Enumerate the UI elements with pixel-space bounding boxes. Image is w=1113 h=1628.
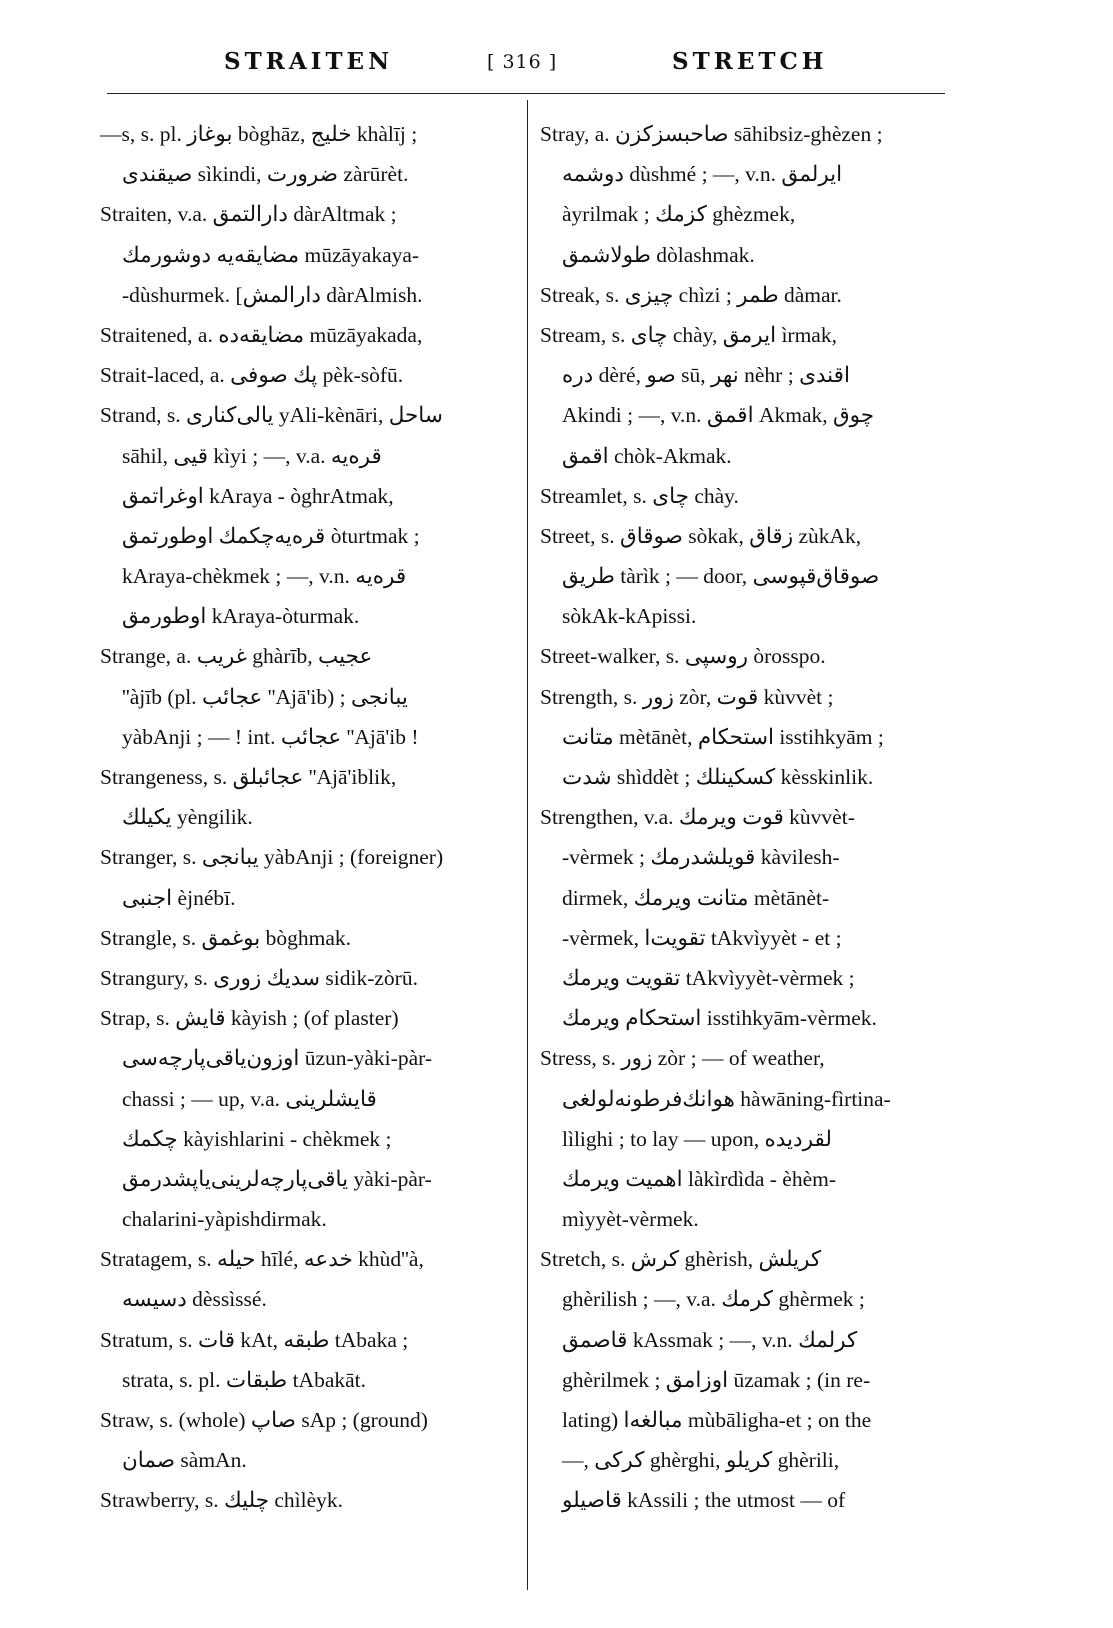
entry-continuation: ''àjīb (pl. عجائب ''Ajā'ib) ; يبانجى [122,684,408,709]
entry-headline: Stress, s. زور zòr ; — of weather, [540,1046,825,1071]
entry-continuation: اوطورمق kAraya-òturmak. [122,604,360,629]
dictionary-entry [540,636,948,676]
entry-continuation: dirmek, متانت ويرمك mètānèt- [562,885,830,910]
dictionary-entry [540,114,948,275]
entry-continuation: اجنبى èjnébī. [122,885,236,910]
entry-headline: Street-walker, s. روسپى òrosspo. [540,644,826,669]
entry-continuation: —, كركى ghèrghi, كريلو ghèrili, [562,1448,840,1473]
entry-continuation: strata, s. pl. طبقات tAbakāt. [122,1367,366,1392]
dictionary-entry [100,837,512,917]
dictionary-entry [100,636,512,757]
header-first-word: STRAITEN [224,48,394,75]
entry-continuation: اهميت ويرمك làkìrdìda - èhèm- [562,1166,837,1191]
entry-headline: Strength, s. زور zòr, قوت kùvvèt ; [540,684,834,709]
dictionary-entry [100,194,512,315]
dictionary-entry [100,1480,512,1520]
dictionary-entry [100,114,512,194]
dictionary-entry [540,315,948,476]
entry-headline: Strait-laced, a. پك صوفى pèk-sòfū. [100,363,404,388]
entry-continuation: sāhil, قيى kìyi ; —, v.a. قره‌يه [122,443,382,468]
entry-continuation: chalarini-yàpishdirmak. [122,1207,327,1232]
dictionary-entry [540,797,948,1038]
entry-continuation: چكمك kàyishlarini - chèkmek ; [122,1126,392,1151]
entry-continuation: lating) مبالغه‌ا mùbāligha-et ; on the [562,1408,872,1432]
dictionary-entry [100,395,512,636]
entry-continuation: دسيسه dèssìssé. [122,1287,267,1312]
entry-continuation: lìlighi ; to lay — upon, لقرديده [562,1126,832,1151]
entry-headline: Straw, s. (whole) صاپ sAp ; (ground) [100,1408,428,1432]
entry-headline: Strawberry, s. چليك chìlèyk. [100,1488,344,1513]
entry-continuation: yàbAnji ; — ! int. عجائب ''Ajā'ib ! [122,724,419,749]
entry-continuation: استحكام ويرمك isstihkyām-vèrmek. [562,1006,877,1031]
entry-headline: Strangury, s. سديك زورى sidik-zòrū. [100,965,418,990]
entry-headline: Street, s. صوقاق sòkak, زقاق zùkAk, [540,523,862,548]
entry-continuation: kAraya-chèkmek ; —, v.n. قره‌يه [122,564,407,589]
dictionary-entry [100,355,512,395]
dictionary-entry [100,1320,512,1400]
page-number: [ 316 ] [487,51,558,73]
entry-continuation: chassi ; — up, v.a. قايشلرينى [122,1086,377,1111]
entry-continuation: -vèrmek, تقويت‌ا tAkvìyyèt - et ; [562,925,842,950]
dictionary-entry [100,1239,512,1319]
entry-continuation: شدت shìddèt ; كسكينلك kèsskinlik. [562,765,874,789]
page-header [0,48,1113,88]
entry-headline: Stratum, s. قات kAt, طبقه tAbaka ; [100,1327,409,1352]
dictionary-entry [100,958,512,998]
entry-headline: Streamlet, s. چاى chày. [540,483,739,508]
entry-headline: Strap, s. قايش kàyish ; (of plaster) [100,1006,399,1031]
entry-headline: Strengthen, v.a. قوت ويرمك kùvvèt- [540,805,855,830]
entry-continuation: -vèrmek ; قويلشدرمك kàvilesh- [562,845,840,870]
header-last-word: STRETCH [672,48,828,75]
entry-continuation: مضايقه‌يه دوشورمك mūzāyakaya- [122,242,420,267]
dictionary-entry [100,998,512,1239]
dictionary-entry [540,1038,948,1239]
entry-continuation: ghèrilish ; —, v.a. كرمك ghèrmek ; [562,1287,865,1312]
entry-continuation: اوزون‌ياقى‌پارچه‌سى ūzun-yàki-pàr- [122,1046,432,1071]
entry-headline: Stray, a. صاحبسز‌كزن sāhibsiz-ghèzen ; [540,122,883,146]
entry-continuation: طريق tàrìk ; — door, صوقاق‌قپوسى [562,564,880,589]
dictionary-entry [540,1239,948,1520]
entry-headline: Strange, a. غريب ghàrīb, عجيب [100,644,373,669]
entry-continuation: ياقى‌پارچه‌لرينى‌ياپشدرمق yàki-pàr- [122,1166,432,1191]
entry-continuation: طولاشمق dòlashmak. [562,242,755,267]
entry-headline: Stream, s. چاى chày, ايرمق ìrmak, [540,322,837,347]
entry-headline: Stranger, s. يبانجى yàbAnji ; (foreigner) [100,845,444,870]
entry-headline: Straiten, v.a. دارالتمق dàrAltmak ; [100,202,397,227]
dictionary-entry [100,315,512,355]
entry-continuation: صمان sàmAn. [122,1448,247,1473]
entry-headline: Strangle, s. بوغمق bòghmak. [100,925,352,950]
dictionary-entry [100,1400,512,1480]
entry-continuation: sòkAk-kApissi. [562,604,697,629]
entry-headline: Stretch, s. كرش ghèrish, كريلش [540,1247,822,1272]
entry-continuation: اقمق chòk-Akmak. [562,443,732,468]
entry-headline: Strangeness, s. عجائبلق ''Ajā'iblik, [100,765,397,789]
entry-continuation: قاصيلو kAssili ; the utmost — of [562,1488,846,1513]
entry-continuation: تقويت ويرمك tAkvìyyèt-vèrmek ; [562,965,855,990]
dictionary-entry [100,918,512,958]
entry-continuation: اوغراتمق kAraya - òghrAtmak, [122,483,394,508]
entry-continuation: قاصمق kAssmak ; —, v.n. كرلمك [562,1327,858,1352]
entry-continuation: ghèrilmek ; اوزامق ūzamak ; (in re- [562,1367,871,1392]
entry-continuation: يكيلك yèngilik. [122,805,253,830]
entry-headline: Stratagem, s. حيله hīlé, خدعه khùd''à, [100,1247,424,1272]
dictionary-entry [540,275,948,315]
entry-continuation: هوانك‌فرطونه‌لولغى hàwāning-fìrtina- [562,1086,891,1111]
dictionary-entry [540,476,948,516]
dictionary-entry [540,677,948,798]
entry-continuation: دوشمه dùshmé ; —, v.n. ايرلمق [562,162,843,187]
entry-continuation: àyrilmak ; كزمك ghèzmek, [562,202,796,227]
entry-headline: Straitened, a. مضايقه‌ده mūzāyakada, [100,322,423,347]
column-divider [527,100,528,1590]
entry-continuation: -dùshurmek. [دارالمش dàrAlmish. [122,282,423,307]
entry-continuation: دره dèré, صو sū, نهر nèhr ; اقندى [562,363,850,388]
right-column [540,114,948,1521]
entry-continuation: قره‌يه‌چكمك اوطورتمق òturtmak ; [122,523,420,548]
dictionary-entry [100,757,512,837]
entry-headline: —s, s. pl. بوغاز bòghāz, خليج khàlīj ; [100,122,418,146]
dictionary-entry [540,516,948,637]
entry-continuation: متانت mètānèt, استحكام isstihkyām ; [562,724,884,749]
left-column [100,114,512,1521]
entry-continuation: Akindi ; —, v.n. اقمق Akmak, چوق [562,403,875,428]
entry-headline: Strand, s. يالى‌كنارى yAli-kènāri, ساحل [100,403,443,428]
entry-headline: Streak, s. چيزى chìzi ; طمر dàmar. [540,282,842,307]
entry-continuation: صيقندى sìkindi, ضرورت zàrūrèt. [122,162,409,187]
header-rule [107,93,945,94]
entry-continuation: mìyyèt-vèrmek. [562,1207,699,1232]
